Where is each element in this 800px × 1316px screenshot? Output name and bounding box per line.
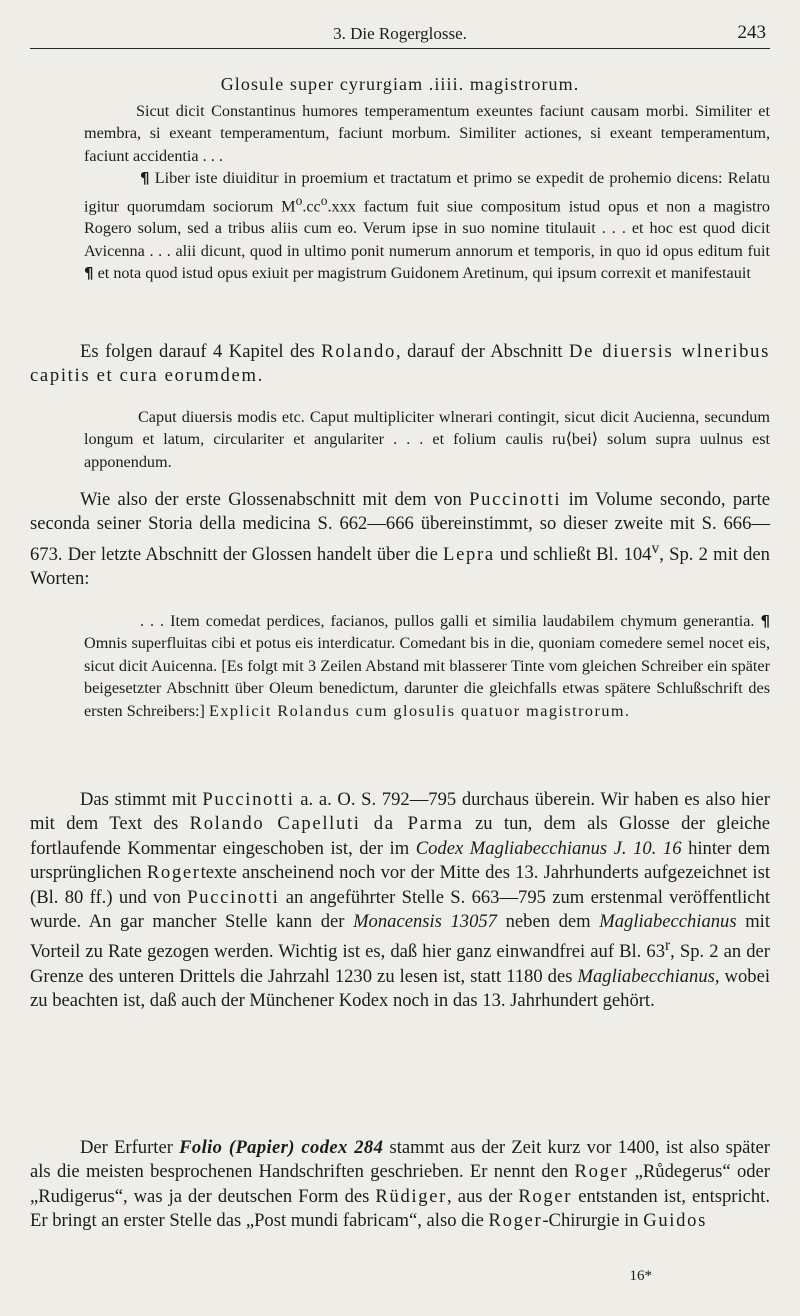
para3-o: mit Vorteil zu Rate gezogen werden. Wichtig ist es, daß hier ganz einwandfrei auf Bl. 63 bbox=[30, 911, 770, 963]
para3-i: texte anscheinend noch vor der Mitte des 13. Jahrhunderts aufgezeichnet ist (Bl. 80 ff.) und von bbox=[30, 862, 770, 908]
para3-p: , Sp. 2 an der Grenze des unteren Drittels die Jahrzahl 1230 zu lesen ist, statt 1180 des bbox=[30, 941, 771, 988]
quote-glosule-p1 bbox=[84, 100, 770, 167]
para3-g: hinter dem ursprünglichen bbox=[30, 837, 770, 884]
paragraph-puccinotti-2 bbox=[30, 788, 770, 1014]
paragraph-mark: ¶ bbox=[140, 169, 150, 188]
paragraph-mark: ¶ bbox=[760, 612, 770, 630]
para4-i: entstanden ist, entspricht. Er bringt an erster Stelle das „Post mundi fabricam“, also die bbox=[30, 1185, 770, 1232]
quote-glosule-text2b: .cc bbox=[302, 197, 321, 216]
para4-k: -Chirurgie in bbox=[542, 1210, 639, 1232]
name-rolando: Rolando bbox=[321, 341, 396, 362]
para3-a: Das stimmt mit bbox=[80, 789, 197, 810]
page-number: 243 bbox=[737, 22, 766, 43]
monacensis: Monacensis 13057 bbox=[353, 911, 497, 933]
signature-mark: 16* bbox=[629, 1268, 652, 1284]
paragraph-puccinotti-1 bbox=[30, 488, 770, 592]
name-puccinotti: Puccinotti bbox=[202, 789, 295, 810]
para2-text-a: Wie also der erste Glossenabschnitt mit dem von bbox=[80, 489, 462, 510]
quote-glosule-text2a: Liber iste diuiditur in proemium et tractatum et primo se expedit de prohemio dicens: Relatu igitur quorumdam sociorum M bbox=[84, 169, 771, 216]
name-lepra: Lepra bbox=[443, 544, 495, 565]
sup-o-2: o bbox=[320, 192, 328, 208]
quote3-text-d: . bbox=[624, 701, 629, 720]
quote-glosule-text2d: et nota quod istud opus exiuit per magistrum Guidonem Aretinum, qui ipsum correxit et manifestauit bbox=[97, 264, 751, 283]
header-title: 3. Die Rogerglosse. bbox=[333, 24, 467, 43]
para4-c: stammt aus der Zeit kurz vor 1400, ist also später als die meisten besprochenen Handschriften geschrieben. Er nennt den bbox=[30, 1137, 770, 1183]
para4-a: Der Erfurter bbox=[80, 1137, 173, 1158]
codex-erfurt-title: Folio (Papier) codex 284 bbox=[179, 1137, 384, 1158]
name-rolando-capelluti: Rolando Capelluti da Parma bbox=[189, 813, 464, 835]
para2-text-e: und schließt Bl. 104 bbox=[500, 544, 652, 565]
para3-k: an angeführter Stelle S. 663—795 zum erstenmal veröffentlicht wurde. An gar mancher Stelle kann der bbox=[30, 886, 771, 933]
explicit-line: Explicit Rolandus cum glosulis quatuor magistrorum bbox=[208, 701, 625, 720]
para3-e: zu tun, dem als Glosse der gleiche fortlaufende Kommentar eingeschoben ist, der im bbox=[30, 813, 770, 859]
name-roger: Roger bbox=[518, 1185, 573, 1207]
name-rudiger: Rüdiger bbox=[375, 1185, 448, 1207]
para1-text-e: . bbox=[257, 365, 263, 387]
para2-text-c: im Volume secondo, parte seconda seiner Storia della medicina S. 662—666 übereinstimmt, so dieser zweite mit S. 666—673. Der letzte Abschnitt der Glossen handelt über die bbox=[30, 489, 770, 565]
paragraph-mark: ¶ bbox=[84, 264, 94, 283]
para1-text-a: Es folgen darauf 4 Kapitel des bbox=[80, 341, 315, 362]
para4-g: , aus der bbox=[447, 1185, 513, 1207]
quote-glosule-text1: Sicut dicit Constantinus humores temperamentum exeuntes faciunt causam morbi. Similiter et membra, si exeant temperamentum, faciunt morbum. Similiter actiones, si exeant temperamentum, faciunt accidentia . . . bbox=[84, 102, 770, 165]
quote-caput-text: Caput diuersis modis etc. Caput multipliciter wlnerari contingit, sicut dicit Aucienna, secundum longum et latum, circulariter et angulariter . . . et folium caulis ru⟨bei⟩ solum supra uulnus est apponendum. bbox=[84, 408, 770, 471]
name-puccinotti: Puccinotti bbox=[469, 489, 562, 510]
para3-m: neben dem bbox=[505, 911, 591, 933]
name-guidos: Guidos bbox=[643, 1210, 707, 1232]
name-puccinotti: Puccinotti bbox=[187, 886, 280, 908]
magliabecchianus: Magliabecchianus bbox=[599, 911, 737, 933]
quote3-text-a: . . . Item comedat perdices, facianos, pullos galli et similia laudabilem chymum generantia. bbox=[140, 612, 755, 630]
para3-c: a. a. O. S. 792—795 durchaus überein. Wir haben es also hier mit dem Text des bbox=[30, 789, 770, 835]
running-header bbox=[30, 20, 770, 49]
name-roger: Roger bbox=[574, 1161, 629, 1183]
quote-glosule-text2c: .xxx factum fuit siue compositum istud opus et non a magistro Rogero solum, sed a tribus aliis cum eo. Verum ipse in suo nomine titulauit . . . et hoc est quod dicit Avicenna . . . alii dicunt, quod in ultimo ponit numerum annorum et temporis, in quo id opus editum fuit bbox=[84, 197, 770, 260]
para4-e: „Růdegerus“ oder „Rudigerus“, was ja der deutschen Form des bbox=[30, 1161, 770, 1207]
paragraph-rolando bbox=[30, 340, 770, 389]
quote-item-comedat bbox=[84, 610, 770, 722]
sup-v: v bbox=[651, 539, 660, 557]
name-roger: Roger bbox=[146, 862, 201, 884]
quote3-text-b: Omnis superfluitas cibi et potus eis interdicatur. Comedant bis in die, quoniam comedere semel nocet eis, sicut dicit Auicenna. [Es folgt mit 3 Zeilen Abstand mit blasserer Tinte vom gleichen Schreiber ein später beigesetzter Abschnitt über Oleum benedictum, darunter die gleichfalls etwas spätere Schlußschrift des ersten Schreibers:] bbox=[84, 634, 770, 720]
magliabecchianus: Magliabecchianus bbox=[577, 966, 715, 988]
quote-glosule-p2 bbox=[84, 167, 770, 284]
codex-magliabecchianus: Codex Magliabecchianus J. 10. 16 bbox=[415, 837, 682, 859]
name-roger: Roger bbox=[488, 1210, 543, 1232]
para3-r: , wobei zu beachten ist, daß auch der Münchener Kodex noch in das 13. Jahrhundert gehört. bbox=[30, 966, 770, 1012]
para1-text-c: , darauf der Abschnitt bbox=[395, 341, 563, 362]
sup-o-1: o bbox=[295, 192, 303, 208]
sup-r: r bbox=[665, 937, 671, 955]
glosule-heading: Glosule super cyrurgiam .iiii. magistrorum. bbox=[220, 74, 580, 94]
quote-glosule bbox=[84, 100, 770, 285]
paragraph-erfurter bbox=[30, 1136, 770, 1234]
para2-text-f: , Sp. 2 mit den Worten: bbox=[30, 544, 770, 590]
quote-caput bbox=[84, 406, 770, 473]
section-title-de-diuersis: De diuersis wlneribus capitis et cura eorumdem bbox=[30, 341, 770, 387]
